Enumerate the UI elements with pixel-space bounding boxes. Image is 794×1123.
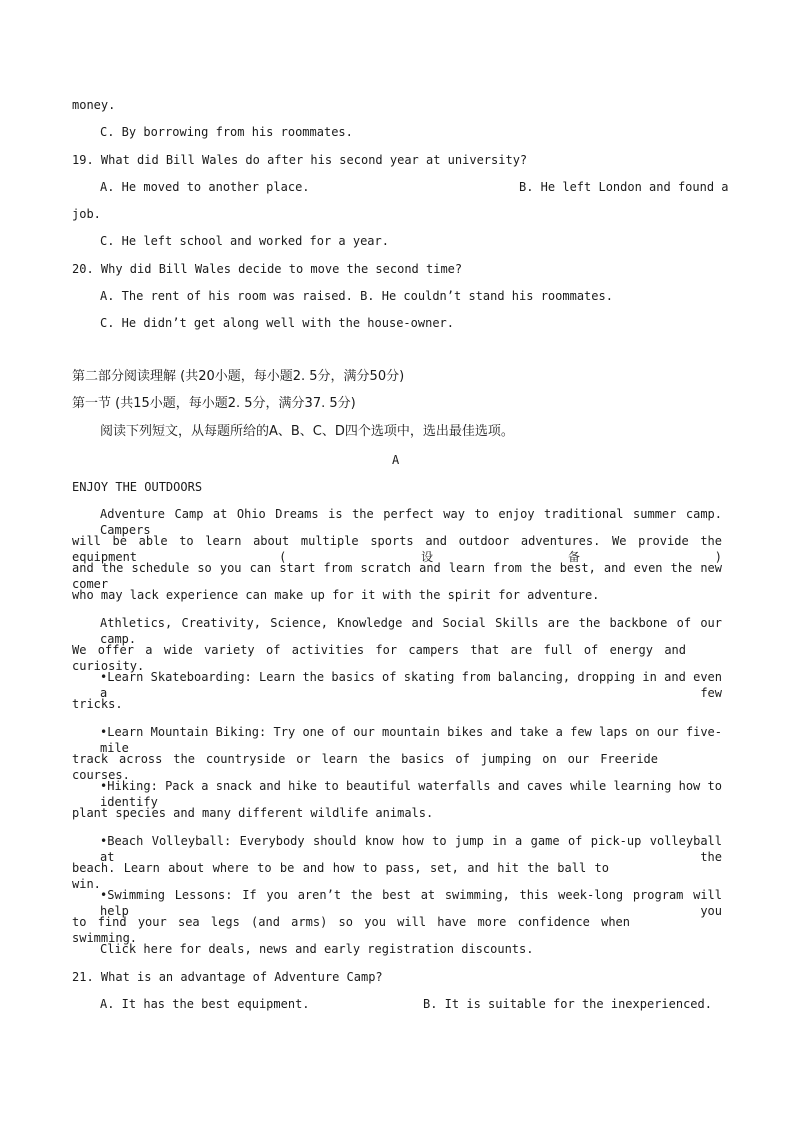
bullet-volleyball-line1: •Beach Volleyball: Everybody should know how to jump in a game of pick-up volleyball at the (100, 834, 722, 864)
q20-options-ab: A. The rent of his room was raised. B. He couldn’t stand his roommates. (100, 289, 613, 303)
q20-stem: 20. Why did Bill Wales decide to move the second time? (72, 262, 463, 276)
q19-option-c: C. He left school and worked for a year. (100, 234, 389, 248)
passage-p1-line4: who may lack experience can make up for it with the spirit for adventure. (72, 588, 600, 602)
bullet-volleyball-line2: beach. Learn about where to be and how to pass, set, and hit the ball to win. (72, 861, 609, 891)
passage-p1-line2: will be able to learn about multiple sports and outdoor adventures. We provide the equipment (设备) (72, 534, 722, 564)
instruction: 阅读下列短文，从每题所给的A、B、C、D四个选项中，选出最佳选项。 (100, 424, 514, 439)
bullet-hiking-line2: plant species and many different wildlife animals. (72, 806, 434, 820)
q21-stem: 21. What is an advantage of Adventure Camp? (72, 970, 383, 984)
q20-option-c: C. He didn’t get along well with the house-owner. (100, 316, 455, 330)
bullet-skateboarding-line1: •Learn Skateboarding: Learn the basics of skating from balancing, dropping in and even a few (100, 670, 722, 700)
q21-option-a: A. It has the best equipment. (100, 997, 310, 1011)
bullet-biking-line2: track across the countryside or learn the basics of jumping on our Freeride courses. (72, 752, 658, 782)
bullet-biking-line1: •Learn Mountain Biking: Try one of our mountain bikes and take a few laps on our five-mile (100, 725, 722, 755)
bullet-swimming-line2: to find your sea legs (and arms) so you will have more confidence when swimming. (72, 915, 630, 945)
passage-title: ENJOY THE OUTDOORS (72, 480, 203, 494)
passage-p1-line3: and the schedule so you can start from scratch and learn from the best, and even the new comer (72, 561, 722, 591)
passage-label: A (392, 453, 400, 467)
passage-p1-line1: Adventure Camp at Ohio Dreams is the perfect way to enjoy traditional summer camp. Campers (100, 507, 722, 537)
bullet-swimming-line1: •Swimming Lessons: If you aren’t the best at swimming, this week-long program will help you (100, 888, 722, 918)
q19-option-a: A. He moved to another place. (100, 180, 310, 194)
part2-heading: 第二部分阅读理解 (共20小题，每小题2. 5分，满分50分) (72, 369, 405, 384)
q18-prev-line: money. (72, 98, 116, 112)
section1-heading: 第一节 (共15小题，每小题2. 5分，满分37. 5分) (72, 396, 356, 411)
q21-option-b: B. It is suitable for the inexperienced. (423, 997, 712, 1011)
q19-stem: 19. What did Bill Wales do after his second year at university? (72, 153, 528, 167)
bullet-skateboarding-line2: tricks. (72, 697, 123, 711)
q19-option-b-continued: job. (72, 207, 101, 221)
bullet-hiking-line1: •Hiking: Pack a snack and hike to beautiful waterfalls and caves while learning how to identify (100, 779, 722, 809)
passage-p2-line1: Athletics, Creativity, Science, Knowledge and Social Skills are the backbone of our camp. (100, 616, 722, 646)
q18-option-c: C. By borrowing from his roommates. (100, 125, 353, 139)
click-here-line: Click here for deals, news and early registration discounts. (100, 942, 534, 956)
passage-p2-line2: We offer a wide variety of activities for campers that are full of energy and curiosity. (72, 643, 686, 673)
q19-option-b: B. He left London and found a (519, 180, 729, 194)
